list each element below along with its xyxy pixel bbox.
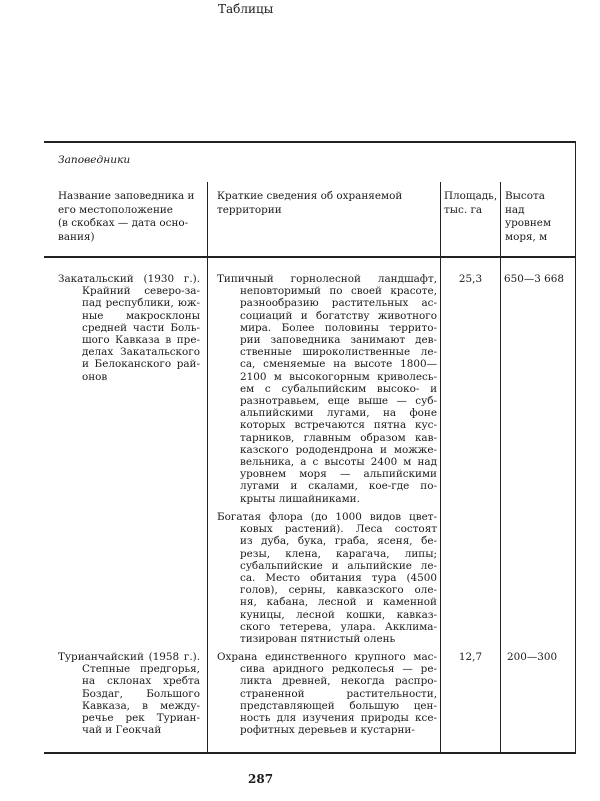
column-divider	[440, 182, 441, 753]
text-line: разнообразию растительных ас-	[240, 297, 437, 310]
text-line: делах Закатальского	[82, 346, 200, 359]
text-line: казского рододендрона и можже-	[240, 443, 437, 456]
text-line: средней части Боль-	[82, 321, 200, 334]
text-line: мира. Более половины террито-	[240, 321, 437, 334]
text-line: неповторимый по своей красоте,	[240, 285, 437, 298]
text-line: тарников, главным образом кав-	[240, 431, 437, 444]
reserve-info-paragraph	[217, 511, 437, 645]
reserve-info-paragraph	[217, 651, 437, 736]
text-line: 2100 м высокогорным криволесь-	[240, 370, 437, 383]
text-line: Закатальский (1930 г.).	[58, 273, 200, 285]
text-line: над	[505, 203, 525, 216]
text-line: Краткие сведения об охраняемой	[217, 190, 403, 202]
header-bottom-rule	[44, 256, 576, 258]
area-value: 25,3	[458, 273, 483, 285]
text-line: представляющей большую цен-	[240, 699, 437, 712]
text-line: ковых растений). Леса состоят	[240, 523, 437, 536]
text-line: куницы, лесной кошки, кавказ-	[240, 608, 437, 621]
column-divider	[500, 182, 501, 753]
text-line: ные макросклоны	[82, 309, 200, 322]
text-line: уровнем	[505, 217, 552, 229]
text-line: пад республики, юж-	[82, 297, 200, 310]
column-divider	[207, 182, 208, 753]
text-line: рофитных деревьев и кустарни-	[240, 724, 415, 737]
text-line: его местоположение	[58, 203, 173, 216]
text-line: альпийскими лугами, на фоне	[240, 407, 437, 420]
header-info	[217, 190, 432, 217]
altitude-value: 650—3 668	[504, 273, 564, 285]
text-line: уровнем моря — альпийскими	[240, 468, 437, 481]
header-name	[58, 190, 204, 244]
text-line: сива аридного редколесья — ре-	[240, 663, 437, 676]
text-line: лугами и скалами, кое-где по-	[240, 480, 437, 493]
text-line: Крайний северо-за-	[82, 285, 200, 298]
text-line: вания)	[58, 230, 95, 243]
reserve-info-paragraph	[217, 273, 437, 505]
text-line: са. Место обитания тура (4500	[240, 572, 437, 585]
area-value: 12,7	[458, 651, 483, 663]
text-line: Боздаг, Большого	[82, 687, 200, 700]
text-line: резы, клена, карагача, липы;	[240, 547, 437, 560]
header-altitude	[505, 190, 573, 244]
text-line: онов	[82, 370, 108, 383]
text-line: Охрана единственного крупного мас-	[217, 651, 437, 663]
text-line: Площадь,	[444, 190, 498, 202]
text-line: на склонах хребта	[82, 675, 200, 688]
text-line: са, сменяемые на высоте 1800—	[240, 358, 437, 371]
text-line: тыс. га	[444, 203, 483, 216]
text-line: вельника, а с высоты 2400 м над	[240, 456, 437, 469]
text-line: шого Кавказа в пре-	[82, 334, 200, 347]
text-line: Кавказа, в между-	[82, 699, 200, 712]
page-number: 287	[248, 772, 274, 786]
text-line: Богатая флора (до 1000 видов цвет-	[217, 511, 437, 523]
text-line: разнотравьем, еще выше — суб-	[240, 395, 437, 408]
text-line: которых встречаются пятна кус-	[240, 419, 437, 432]
text-line: Степные предгорья,	[82, 663, 200, 676]
table-bottom-rule	[44, 752, 576, 754]
text-line: Турианчайский (1958 г.).	[58, 651, 200, 663]
text-line: чай и Геокчай	[82, 724, 162, 737]
text-line: ликта древней, некогда распро-	[240, 675, 437, 688]
text-line: ского тетерева, улара. Акклима-	[240, 620, 437, 633]
text-line: ем с субальпийским высоко- и	[240, 382, 437, 395]
text-line: рии заповедника занимают дев-	[240, 334, 437, 347]
text-line: ня, кабана, лесной и каменной	[240, 596, 437, 609]
text-line: Типичный горнолесной ландшафт,	[217, 273, 437, 285]
altitude-value: 200—300	[507, 651, 558, 663]
text-line: тизирован пятнистый олень	[240, 633, 396, 646]
text-line: социаций и богатству животного	[240, 309, 437, 322]
text-line: страненной растительности,	[240, 687, 437, 700]
text-line: Высота	[505, 190, 545, 202]
text-line: (в скобках — дата осно-	[58, 217, 189, 229]
text-line: территории	[217, 203, 282, 216]
running-head: Таблицы	[218, 2, 274, 16]
reserve-name-cell	[58, 273, 200, 383]
reserve-name-cell	[58, 651, 200, 736]
text-line: из дуба, бука, граба, ясеня, бе-	[240, 535, 437, 548]
header-area	[444, 190, 500, 217]
text-line: речье рек Туриан-	[82, 712, 200, 725]
text-line: субальпийские и альпийские ле-	[240, 559, 437, 572]
text-line: крыты лишайниками.	[240, 492, 360, 505]
text-line: голов), серны, кавказского оле-	[240, 584, 437, 597]
text-line: ность для изучения природы ксе-	[240, 712, 437, 725]
text-line: ственные широколиственные ле-	[240, 346, 437, 359]
text-line: Название заповедника и	[58, 190, 195, 202]
table-top-rule	[44, 141, 576, 143]
text-line: моря, м	[505, 230, 548, 243]
text-line: и Белоканского рай-	[82, 358, 200, 371]
section-title: Заповедники	[58, 154, 131, 166]
table-right-border	[575, 141, 576, 753]
